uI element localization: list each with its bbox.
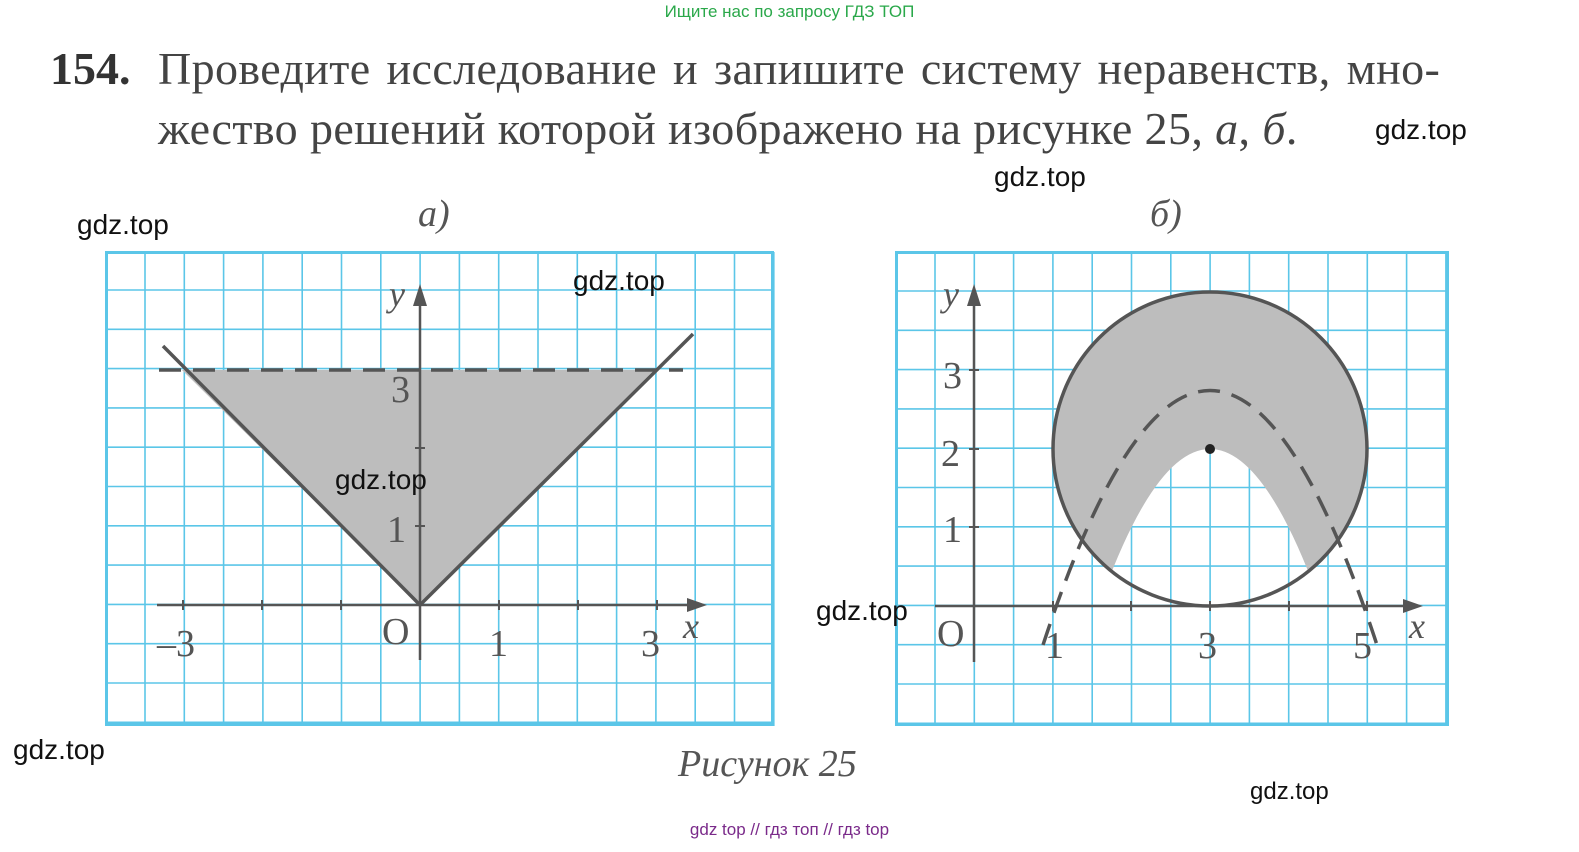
- y-arrow-b: [967, 284, 981, 306]
- watermark: gdz.top: [13, 734, 105, 765]
- tick-label-x-1-b: 1: [1045, 625, 1064, 667]
- x-axis-label-a: x: [683, 606, 699, 646]
- graph-b: [895, 250, 1450, 728]
- tick-label-x-1-a: 1: [489, 623, 508, 665]
- watermark: gdz.top: [335, 464, 427, 495]
- watermark: gdz.top: [994, 161, 1086, 192]
- problem-text-line-1: Проведите исследование и запишите систему неравенств, мно-: [158, 43, 1441, 94]
- y-axis-label-b: y: [943, 274, 959, 314]
- watermark: gdz.top: [1250, 778, 1329, 805]
- watermark: gdz.top: [1375, 114, 1467, 145]
- figure-caption: Рисунок 25: [678, 743, 857, 785]
- problem-text-main: жество решений которой изображено на рисунке 25,: [158, 103, 1216, 154]
- caption-b: б): [1150, 193, 1182, 235]
- y-arrow-a: [413, 284, 427, 306]
- tick-label-x-3-a: 3: [641, 623, 660, 665]
- watermark: gdz.top: [573, 265, 665, 296]
- tick-label-y-1-b: 1: [943, 509, 962, 551]
- ref-sep: ,: [1238, 103, 1263, 154]
- tick-label-y-2-b: 2: [941, 433, 960, 475]
- problem-text-line-2: [158, 102, 1298, 155]
- tick-label-x-neg3: –3: [157, 623, 195, 665]
- circle-center-point: [1205, 444, 1215, 454]
- watermark: gdz.top: [816, 595, 908, 626]
- ref-a: а: [1215, 103, 1239, 154]
- tick-label-x-3-b: 3: [1198, 625, 1217, 667]
- caption-a: а): [418, 193, 450, 235]
- origin-label-a: O: [382, 611, 410, 653]
- tick-label-x-5-b: 5: [1353, 625, 1372, 667]
- footer-links: gdz top // гдз топ // гдз top: [689, 820, 890, 839]
- tick-label-y-3-b: 3: [943, 355, 962, 397]
- watermark: gdz.top: [77, 209, 169, 240]
- y-axis-label-a: y: [389, 274, 405, 314]
- ref-end: .: [1285, 103, 1298, 154]
- graph-a: [105, 250, 775, 728]
- ref-b: б: [1262, 103, 1286, 154]
- problem-number: 154.: [50, 43, 131, 94]
- tick-label-y-1-a: 1: [387, 509, 406, 551]
- search-banner: Ищите нас по запросу ГДЗ ТОП: [664, 2, 915, 21]
- origin-label-b: O: [937, 613, 965, 655]
- x-axis-label-b: x: [1409, 606, 1425, 646]
- tick-label-y-3-a: 3: [391, 369, 410, 411]
